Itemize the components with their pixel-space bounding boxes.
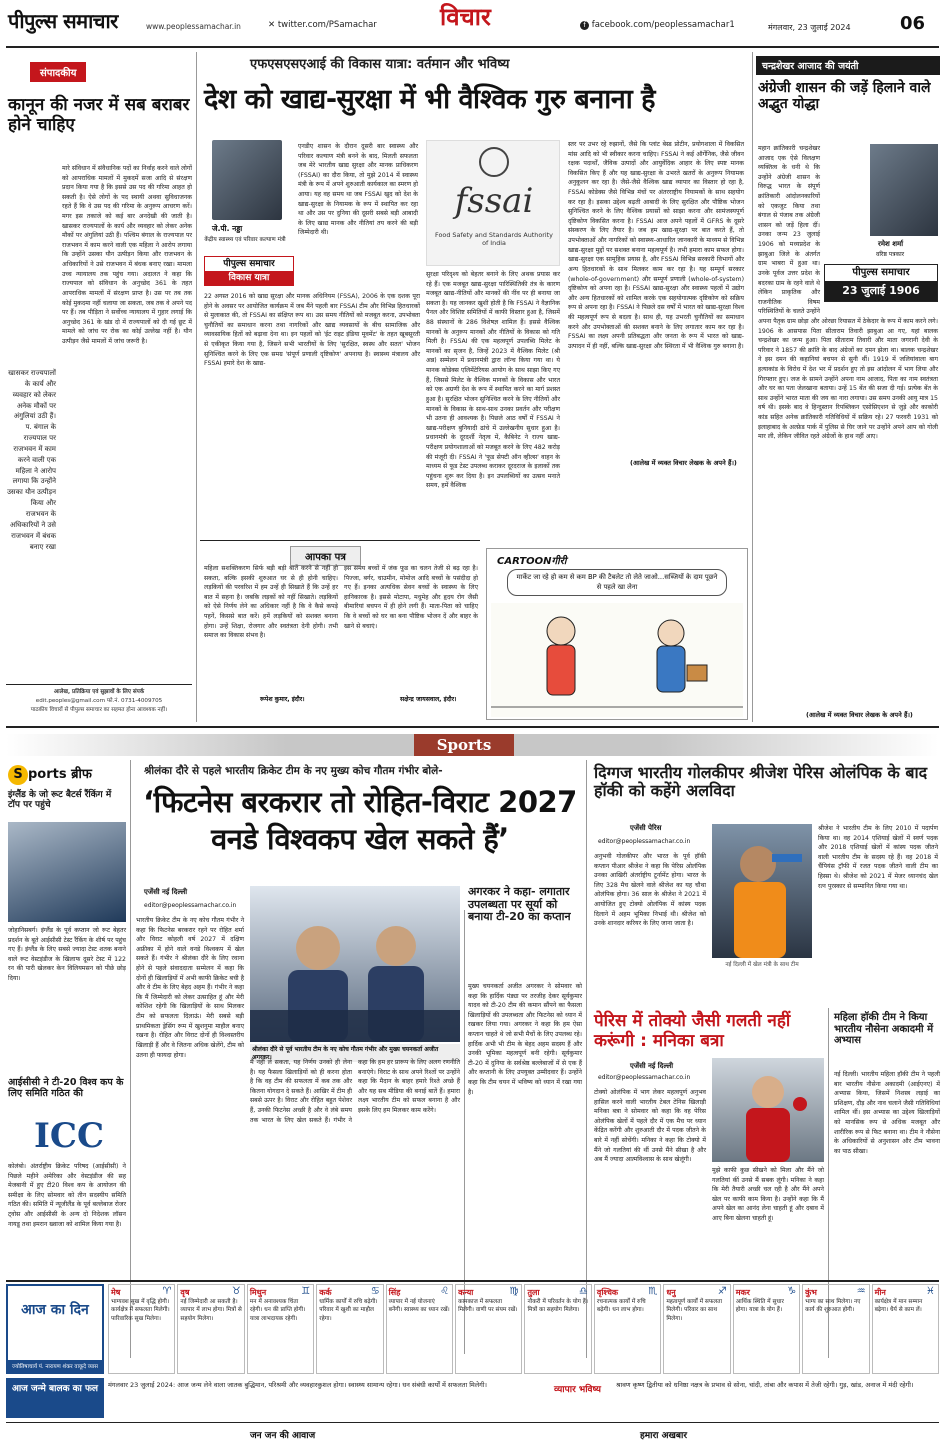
gambhir-body-2: मैं नहीं ले सकता, यह निर्णय उनको ही लेना है। यह फैसला खिलाड़ियों को ही करना होता है कि वह टीम की सफलता में कब तक और कितना योगदान दे सकते हैं। आखिर में टीम ही सबसे ऊपर है। विराट और रोहित बहुत पेशेवर हैं, उनकी फिटनेस अच्छी है और वे लंबे समय तक भारत के लिए खेल सकते हैं। गंभीर ने कहा कि हम हर प्रारूप के लिए अलग रणनीति बनाएंगे। विराट के साथ अपने रिश्तों पर उन्होंने कहा कि मैदान के बाहर हमारे रिश्ते अच्छे हैं और यह सब मीडिया की बनाई बातें हैं। हमारा लक्ष्य भारतीय टीम को सफल बनाना है और इसके लिए हम मिलकर काम करेंगे। (250, 1059, 460, 1124)
facebook-icon: f (580, 21, 589, 30)
zodiac-text: रचनात्मक कार्यों में रुचि बढ़ेगी। धन लाभ होगा। (596, 1299, 646, 1314)
zodiac-icon: ♋ (370, 1286, 380, 1297)
gambhir-caption: श्रीलंका दौरे से पूर्व भारतीय टीम के नए कोच गौतम गंभीर और मुख्य चयनकर्ता अजीत अगरकर। (250, 1044, 460, 1062)
zodiac-icon: ♏ (648, 1286, 658, 1297)
gambhir-title: ‘फिटनेस बरकरार तो रोहित-विराट 2027 वनडे विश्वकप खेल सकते हैं’ (143, 785, 577, 857)
sreejesh-photo (712, 824, 812, 958)
market-text: श्रावण कृष्ण द्वितीया को धनिष्ठा नक्षत्र के प्रभाव से सोना, चांदी, तांबा और कपास में तेजी रहेगी। गुड़, खांड, अनाज में मंदी रहेगी। (616, 1381, 914, 1389)
zodiac-cell (455, 1284, 522, 1374)
azad-author-role: वरिष्ठ पत्रकार (876, 251, 905, 258)
letter-1-author: रूपेश कुमार, इंदौर। (260, 696, 305, 703)
zodiac-text: आर्थिक स्थिति में सुधार होगा। यात्रा के योग हैं। (735, 1299, 784, 1314)
zodiac-text: कामकाज में सफलता मिलेगी। वाणी पर संयम रखें। (458, 1299, 518, 1314)
zodiac-text: मन में अनावश्यक चिंता रहेगी। धन की प्राप्ति होगी। यात्रा लाभदायक रहेगी। (249, 1299, 306, 1322)
birthday-box: आज जन्मे बालक का फल (6, 1378, 104, 1418)
zodiac-cell (177, 1284, 244, 1374)
zodiac-name: मीन (874, 1288, 886, 1297)
zodiac-name: सिंह (388, 1288, 401, 1297)
badge-logo: पीपुल्स समाचार (223, 259, 275, 269)
icc-logo: ICC (33, 1116, 105, 1156)
letter-1: महिला सशक्तिकरण सिर्फ बड़ी बड़ी बातें करने से नहीं हो सकता, बल्कि इसकी शुरुआत घर से ही होनी चाहिए। लड़कियों की परवरिश में हम उन्हें ही सिखाते हैं कि उन्हें हर बात में सहना है। जबकि लड़कों को नहीं सिखाते। लड़कियों को ऐसे निर्णय लेने का अधिकार नहीं है कि वे कैसे कपड़े पहनें, किससे बात करें। हमें लड़कियों को सशक्त बनाना होगा। उन्हें शिक्षा, रोजगार और स्वतंत्रता देनी होगी। तभी समाज का विकास संभव है। (204, 565, 338, 640)
sports-brief (6, 760, 128, 1358)
editorial-pullquote: खासकर राज्यपालों के कार्य और व्यवहार को लेकर अनेक मौकों पर अंगुलियां उठी हैं। प. बंगाल के राज्यपाल पर राजभवन में काम करने वाली एक महिला ने आरोप लगाया कि उन्होंने उसका यौन उत्पीड़न किया और राजभवन के अधिकारियों ने उसे राजभवन में बंधक बनाए रखा (7, 369, 56, 551)
zodiac-cell (594, 1284, 661, 1374)
zodiac-name: धनु (666, 1288, 676, 1297)
zodiac-text: भाग्य का साथ मिलेगा। नए कार्य की शुरुआत होगी। (805, 1299, 861, 1314)
zodiac-name: मिथुन (249, 1288, 267, 1297)
horoscope-astrologer: ज्योतिषाचार्य पं. नारायण शंकर वाकूदे व्यास (8, 1360, 102, 1372)
zodiac-name: तुला (527, 1288, 540, 1297)
facebook-link[interactable] (580, 20, 735, 30)
sports-brief-label: ports ब्रीफ (28, 767, 92, 782)
zodiac-text: व्यापार में नई योजनाएं बनेंगी। स्वास्थ्य का ध्यान रखें। (388, 1299, 450, 1314)
editorial-footer (6, 688, 192, 715)
footer-right: हमारा अखबार (640, 1431, 688, 1441)
zodiac-icon: ♍ (509, 1286, 519, 1297)
gambhir-body: भारतीय क्रिकेट टीम के नए कोच गौतम गंभीर ने कहा कि फिटनेस बरकरार रहने पर रोहित शर्मा और विराट कोहली वर्ष 2027 में दक्षिण अफ्रीका में होने वाले वनडे विश्वकप में खेल सकते हैं। गंभीर ने श्रीलंका दौरे के लिए रवाना होने से पहले संवाददाता सम्मेलन में कहा कि दोनों ही खिलाड़ियों में अभी काफी क्रिकेट बची है और वे टीम के लिए बेहद अहम हैं। गंभीर ने कहा कि मैं जिम्मेदारी को लेकर उत्साहित हूं और मेरी कोशिश रहेगी कि खिलाड़ियों के साथ मिलकर टीम को सफलता दिलाऊं। मेरी सबसे बड़ी प्राथमिकता ड्रेसिंग रूम में खुशनुमा माहौल बनाए रखना है। रोहित और विराट दोनों ही विश्वस्तरीय खिलाड़ी हैं और वे जितना अधिक खेलेंगे, टीम को उतना ही फायदा होगा। (136, 917, 244, 1059)
article-title: देश को खाद्य-सुरक्षा में भी वैश्विक गुरु बनाना है (204, 84, 655, 115)
author-note: (आलेख में व्यक्त विचार लेखक के अपने हैं।) (630, 459, 737, 467)
gambhir-photo (250, 886, 460, 1042)
twitter-link[interactable] (268, 20, 377, 30)
letter-2-author: सक्षेन्द्र जायसवाल, इंदौर। (400, 696, 457, 703)
brief2-body: कोलंबो। अंतर्राष्ट्रीय क्रिकेट परिषद (आईसीसी) ने पिछले महीने अमेरिका और वेस्टइंडीज की सह मेजबानी में हुए टी20 विश्व कप के आयोजन की समीक्षा के लिए सोमवार को तीन सदस्यीय समिति गठित की। समिति में न्यूजीलैंड के पूर्व बल्लेबाज रोजर ट्वोस और आईसीसी के अन्य दो निदेशक लॉसन नायडू तथा इमरान ख्वाजा को शामिल किया गया है। (8, 1163, 126, 1228)
date-badge-label: 23 जुलाई 1906 (825, 281, 937, 301)
sreejesh-byline: एजेंसी पेरिस (630, 824, 662, 832)
main-article (200, 52, 748, 552)
zodiac-text: नई जिम्मेदारी आ सकती है। व्यापार में लाभ होगा। मित्रों से सहयोग मिलेगा। (180, 1299, 242, 1322)
emblem-icon (479, 147, 509, 177)
manika-body: टोक्यो ओलंपिक में भाग लेकर महत्वपूर्ण अनुभव हासिल करने वाली भारतीय टेबल टेनिस खिलाड़ी मनिका बत्रा ने सोमवार को कहा कि वह पेरिस ओलंपिक खेलों में पहले दौर में एक मैच पर ध्यान केंद्रित करेंगी और शुरुआती दौर में पदक जीतने के बारे में नहीं सोचेंगी। मनिका ने कहा कि टोक्यो में मैंने जो गलतियां की थीं उनसे मैंने सीखा है और अब मैं ज्यादा आत्मविश्वास के साथ खेलूंगी। (594, 1089, 706, 1164)
x-icon: ✕ (268, 20, 276, 30)
section-title: विचार (440, 3, 491, 31)
zodiac-cell (247, 1284, 314, 1374)
horoscope (6, 1284, 939, 1418)
cartoon-label: CARTOONगीरी (497, 556, 567, 567)
zodiac-cell (386, 1284, 453, 1374)
sports-banner (6, 734, 939, 756)
zodiac-icon: ♓ (926, 1286, 935, 1297)
footer-left: जन जन की आवाज (250, 1431, 316, 1441)
zodiac-name: मेष (111, 1288, 121, 1297)
author-role: केंद्रीय स्वास्थ्य एवं परिवार कल्याण मंत्री (204, 237, 286, 243)
zodiac-name: कुंभ (805, 1288, 817, 1297)
zodiac-name: कन्या (458, 1288, 474, 1297)
manika-body-2: मुझे काफी कुछ सीखने को मिला और मैंने जो गलतियां कीं उनसे मैं सबक लूंगी। मनिका ने कहा कि मेरी तैयारी अच्छी चल रही है और मैंने अपने खेल पर काफी काम किया है। उन्होंने कहा कि मैं अपने खेल का आनंद लेना चाहती हूं और दबाव में आए बिना खेलना चाहती हूं। (712, 1167, 824, 1223)
zodiac-icon: ♐ (717, 1286, 727, 1297)
fssai-wordmark: fssai (454, 181, 534, 221)
zodiac-cell (316, 1284, 383, 1374)
agarkar-body: मुख्य चयनकर्ता अजीत अगरकर ने सोमवार को कहा कि हार्दिक पंड्या पर तरजीह देकर सूर्यकुमार यादव को टी-20 टीम की कमान सौंपने का फैसला खिलाड़ियों की उपलब्धता और फिटनेस को ध्यान में रखकर लिया गया। अगरकर ने कहा कि हम ऐसा कप्तान चाहते थे जो सभी मैचों के लिए उपलब्ध रहे। हार्दिक अभी भी टीम के बेहद अहम सदस्य हैं और उनकी भूमिका महत्वपूर्ण बनी रहेगी। सूर्यकुमार टी-20 में दुनिया के सर्वश्रेष्ठ बल्लेबाजों में से एक हैं और कप्तानी के लिए उपयुक्त उम्मीदवार हैं। उन्होंने कहा कि टीम चयन में भविष्य को ध्यान में रखा गया है। (468, 983, 582, 1096)
horoscope-title: आज का दिन (21, 1302, 89, 1318)
date-badge-logo: पीपुल्स समाचार (852, 267, 910, 278)
zodiac-icon: ♊ (301, 1286, 311, 1297)
azad-article (756, 52, 940, 722)
editorial-title: कानून की नजर में सब बराबर होने चाहिए (8, 95, 190, 135)
article-col2: सुरक्षा परिदृश्य को बेहतर बनाने के लिए अथक प्रयास कर रहे हैं। एक मजबूत खाद्य-सुरक्षा पारिस्थितिकी तंत्र के कारण मजबूत खाद्य-नीतियों और मानकों की नींव पर ही बनाया जा सकता है। यह जानकर खुशी होती है कि FSSAI ने वैज्ञानिक पैनल और विशिष्ट समितियों में काफी विस्तार हुआ है, जिसमें 88 संस्थानों के 286 विशेषज्ञ शामिल हैं। इससे वैश्विक मानकों के अनुरूप मानकों और नीतियों के विकास को गति मिली है। FSSAI की एक महत्वपूर्ण उपलब्धि मिलेट के मानकों का सृजन है, जिन्हें 2023 में वैश्विक मिलेट (श्री अन्न) सम्मेलन में प्रधानमंत्री द्वारा लॉन्च किया गया था। ये मानक कोडेक्स एलिमेंटेरियस आयोग के साथ साझा किए गए हैं, जिससे मिलेट के वैश्विक मानकों के विकास और भारत को एक अग्रणी देश के रूप में स्थापित करने का मार्ग प्रशस्त हुआ है। सुरक्षित भोजन सुनिश्चित करने के लिए नीतियों और मानकों के विकास के साथ-साथ उनका प्रवर्तन और परीक्षण भी उतना ही आवश्यक है। पिछले आठ वर्षों में FSSAI ने खाद्य-परीक्षण बुनियादी ढांचे में उल्लेखनीय सुधार हुआ है। प्रधानमंत्री के दूरदर्शी नेतृत्व में, कैबिनेट ने राज्य खाद्य-परीक्षण प्रयोगशालाओं को मजबूत करने के लिए 482 करोड़ की मंजूरी दी। FSSAI ने 'फूड सेफ्टी ऑन व्हील्स' वाहन के माध्यम से फूड टेस्ट उपलब्ध कराकर दूरदराज के इलाकों तक पहुंचना शुरू कर दिया है। इन उपलब्धियों का उत्सव मनाते समय, हमें वैश्विक (426, 271, 560, 490)
editorial-label: संपादकीय (30, 62, 86, 82)
zodiac-text: धार्मिक कार्यों में रुचि बढ़ेगी। परिवार में खुशी का माहौल रहेगा। (319, 1299, 378, 1322)
zodiac-name: मकर (735, 1288, 750, 1297)
sreejesh-email[interactable]: editor@peoplessamachar.co.in (598, 838, 691, 845)
agarkar-kicker: अगरकर ने कहा- लगातार उपलब्धता पर सूर्या को बनाया टी-20 का कप्तान (468, 885, 571, 924)
footer-contact[interactable]: edit.peoples@gmail.com फो.नं. 0731-4009705 (35, 697, 163, 704)
sreejesh-title: दिग्गज भारतीय गोलकीपर श्रीजेश पेरिस ओलंपिक के बाद हॉकी को कहेंगे अलविदा (594, 763, 928, 801)
letter-2: इस समय बच्चों में जंक फूड का चलन तेजी से बढ़ रहा है। पिज्जा, बर्गर, चाउमीन, मोमोज आदि बच्चों के पसंदीदा हो गए हैं। इनका अत्यधिक सेवन बच्चों के स्वास्थ्य के लिए हानिकारक है। इससे मोटापा, मधुमेह और हृदय रोग जैसी बीमारियां बचपन में ही होने लगी हैं। माता-पिता को चाहिए कि वे बच्चों को घर का बना पौष्टिक भोजन दें और बाहर के खाने से बचाएं। (344, 565, 478, 630)
cartoon (486, 548, 748, 720)
gambhir-kicker: श्रीलंका दौरे से पहले भारतीय क्रिकेट टीम के नए मुख्य कोच गौतम गंभीर बोले- (144, 765, 443, 777)
sports-banner-label: Sports (414, 734, 514, 756)
azad-title: अंग्रेजी शासन की जड़ें हिलाने वाले अद्भुत योद्धा (758, 80, 931, 113)
brief1-photo (8, 822, 126, 922)
manika-byline: एजेंसी नई दिल्ली (630, 1062, 674, 1070)
zodiac-icon: ♑ (787, 1286, 797, 1297)
zodiac-cell (733, 1284, 800, 1374)
gambhir-story (134, 760, 584, 1358)
fssai-subtitle: Food Safety and Standards Authority of India (435, 231, 553, 248)
series-badge (204, 256, 294, 286)
brief1-body: जोहानिसबर्ग। इंग्लैंड के पूर्व कप्तान जो रूट बेहतर प्रदर्शन के बूते आईसीसी टेस्ट रैंकिंग के शीर्ष पर पहुंच गए हैं। इंग्लैंड के लिए सबसे ज्यादा टेस्ट शतक बनाने वाले रूट वेस्टइंडीज के खिलाफ दूसरे टेस्ट में 122 रन की पारी खेलकर केन विलियमसन को पीछे छोड़ दिया। (8, 927, 126, 983)
footer-note: पाठकीय विचारों से पीपुल्स समाचार का सहमत होना आवश्यक नहीं। (30, 706, 168, 713)
sreejesh-body: अनुभवी गोलकीपर और भारत के पूर्व हॉकी कप्तान पीआर श्रीजेश ने कहा कि पेरिस ओलंपिक उनका आखिरी अंतर्राष्ट्रीय टूर्नामेंट होगा। भारत के लिए 328 मैच खेलने वाले श्रीजेश का यह चौथा ओलंपिक होगा। 36 साल के श्रीजेश ने 2021 में आयोजित हुए टोक्यो ओलंपिक में कांस्य पदक दिलाने में अहम भूमिका निभाई थी। श्रीजेश को उनके शानदार करियर के लिए जाना जाता है। (594, 853, 706, 928)
zodiac-cell (524, 1284, 591, 1374)
zodiac-text: कार्यक्षेत्र में मान सम्मान बढ़ेगा। धैर्य से काम लें। (874, 1299, 923, 1314)
women-hockey-title: महिला हॉकी टीम ने किया भारतीय नौसेना अकादमी में अभ्यास (834, 1012, 934, 1046)
birthday-text: मंगलवार 23 जुलाई 2024: आज जन्म लेने वाला जातक बुद्धिमान, परिश्रमी और व्यवहारकुशल होगा। स्वास्थ्य सामान्य रहेगा। धन संबंधी कार्यों में सफलता मिलेगी। (108, 1381, 487, 1389)
zodiac-icon: ♎ (578, 1286, 588, 1297)
azad-label: चन्द्रशेखर आजाद की जयंती (756, 56, 940, 75)
gambhir-byline: एजेंसी नई दिल्ली (144, 888, 188, 896)
cartoon-drawing (491, 603, 743, 717)
page-number: 06 (900, 13, 926, 34)
zodiac-text: महत्वपूर्ण कार्यों में सफलता मिलेगी। परिवार का साथ मिलेगा। (666, 1299, 723, 1322)
zodiac-icon: ♒ (856, 1286, 866, 1297)
zodiac-text: नौकरी में परिवर्तन के योग हैं। मित्रों का सहयोग मिलेगा। (527, 1299, 588, 1314)
zodiac-cell (663, 1284, 730, 1374)
azad-body: महान क्रांतिकारी चन्द्रशेखर आजाद एक ऐसे विलक्षण व्यक्तित्व के धनी थे कि उन्होंने अंग्रेजी शासन के विरुद्ध भारत के संपूर्ण क्रांतिकारी आंदोलनकारियों को एकजुट किया तथा बंगाल से पंजाब तक अंग्रेजी शासन को जड़ें हिला दीं। उनका जन्म 23 जुलाई 1906 को मध्यप्रदेश के झाबुआ जिले के अंतर्गत ग्राम भाबरा में हुआ था। उनके पूर्वज उत्तर प्रदेश के बदरका ग्राम के रहने वाले थे लेकिन प्राकृतिक और राजनीतिक विषम परिस्थितियों के चलते उन्होंने अपना पैतृक ग्राम छोड़ा और ओरछा रियासत में ठेकेदार के रूप में काम करने लगे। 1906 के आसपास पिता सीताराम तिवारी झाबुआ आ गए, यहां बालक चन्द्रशेखर का जन्म हुआ। पिता सीताराम तिवारी और माता जगरानी देवी के परिवार ने 1857 की क्रांति के बाद अंग्रेजों का दमन झेला था। बालक चन्द्रशेखर ने इस दमन की कहानियां बचपन से सुनी थीं। 1919 में जलियांवाला बाग हत्याकांड के विरोध में देश भर में प्रदर्शन हुए तो इस आंदोलन में भाग लिया और गिरफ्तार हुए। जज के सामने उन्होंने अपना नाम आजाद, पिता का नाम स्वतंत्रता और घर का पता जेलखाना बताया। उन्हें 15 बेंत की सजा दी गई। प्रत्येक बेंत के साथ उन्होंने भारत माता की जय का नारा लगाया। उस समय उनकी आयु मात्र 15 वर्ष थी। इसके बाद वे हिन्दुस्तान रिपब्लिकन एसोसिएशन से जुड़े और काकोरी कांड सहित अनेक क्रांतिकारी गतिविधियों में सक्रिय रहे। 27 फरवरी 1931 को इलाहाबाद के अल्फ्रेड पार्क में पुलिस से घिर जाने पर उन्होंने अपने आप को गोली मार ली, लेकिन जीवित रहते अंग्रेजों के हाथ नहीं आए। (758, 145, 938, 441)
manika-email[interactable]: editor@peoplessamachar.co.in (598, 1074, 691, 1081)
zodiac-icon: ♌ (440, 1286, 450, 1297)
zodiac-icon: ♈ (162, 1286, 172, 1297)
sports-brief-header (8, 764, 92, 785)
article-col3: स्तर पर उभर रहे रुझानों, जैसे कि प्लांट बेस्ड प्रोटीन, प्रयोगशाला में विकसित मांस आदि को भी स्वीकार करना चाहिए। FSSAI ने कई ऑर्गेनिक, जैसे जीवन रक्षक पदार्थों, जैविक उत्पादों और आयुर्वेदिक आहार के लिए स्पष्ट मानक विकसित किए हैं और यह खाद्य-सुरक्षा के उभरते खतरों के अनुरूप नियामक अनुकूलन कर रहा है। जैसे-जैसे वैश्विक खाद्य व्यापार का विस्तार हो रहा है, FSSAI कोडेक्स जैसे विभिन्न मंचों पर अंतरराष्ट्रीय नियामकों के साथ सहयोग कर रहा है। इसका उद्देश्य बढ़ती आबादी के लिए सुरक्षित और पौष्टिक भोजन सुनिश्चित करने के लिए वैश्विक प्रयासों को साझा करना और सामंजस्यपूर्ण दृष्टिकोण विकसित करना है। FSSAI आज अपने पहलों में GFRS के दूसरे संस्करण के लिए तैयार है। जब हम खाद्य-सुरक्षा पर बात करते हैं, तो उपभोक्ताओं और नागरिकों को स्वास्थ्य-आधारित जानकारी के माध्यम से विभिन्न खाद्य-सुरक्षा मुद्दों पर सशक्त बनाना महत्वपूर्ण है। तभी हमारा काम सफल होगा। खाद्य-सुरक्षा एक सामूहिक प्रयास है, और FSSAI विभिन्न सरकारी विभागों और अन्य हितधारकों के साथ मिलकर काम कर रहा है। यह सम्पूर्ण सरकार (whole-of-government) और सम्पूर्ण प्रणाली (whole-of-system) दृष्टिकोण को अपना रहा है। FSSAI खाद्य-सुरक्षा और स्वास्थ्य पहलों में उद्योग और अन्य हितधारकों को शामिल करके एक सहयोगात्मक दृष्टिकोण को सक्रिय रूप से अपना रहा है। FSSAI ने पिछले दस वर्षों में भारत को खाद्य-सुरक्षा विश्व की महत्वपूर्ण रूप से बदला है। साथ ही, यह उभरती चुनौतियों का समाधान करने और उपभोक्ताओं की सशक्त बनाने के लिए लगातार काम कर रहा है। FSSAI का लक्ष्य अपनी प्रतिबद्धता और जनता के रूप में भारत को खाद्य-उत्पादन में ही नहीं, बल्कि खाद्य-सुरक्षा और स्थिरता में भी वैश्विक गुरु बनाना है। (568, 141, 744, 350)
article-col1-top: एनडीए शासन के दौरान दूसरी बार स्वास्थ्य और परिवार कल्याण मंत्री बनने के बाद, मिलती सफलता जब मेरे भारतीय खाद्य सुरक्षा और मानक प्राधिकरण (FSSAI) का दौरा किया, तो मुझे 2014 में स्वास्थ्य मंत्री के रूप में अपने शुरुआती कार्यकाल का स्मरण हो आया। यह वह समय था जब FSSAI खुद को देश के खाद्य-सुरक्षा के नियामक के रूप में स्थापित कर रहा था और उस पर दुनिया की दूसरी सबसे बड़ी आबादी के लिए खाद्य मानक और नीतियां तय करने की बड़ी जिम्मेदारी थी। (298, 143, 418, 237)
gambhir-email[interactable]: editor@peoplessamachar.co.in (144, 902, 237, 909)
article-kicker: एफएसएसएआई की विकास यात्रा: वर्तमान और भविष्य (250, 57, 510, 72)
fssai-logo (426, 140, 560, 266)
brief2-title: आईसीसी ने टी-20 विश्व कप के लिए समिति गठित की (8, 1077, 124, 1099)
article-col1-bottom: 22 अगस्त 2016 को खाद्य सुरक्षा और मानक अधिनियम (FSSA), 2006 के एक दशक पूरा होने के अवसर पर आयोजित कार्यक्रम में जब मैंने पहली बार FSSAI टीम और विभिन्न हितधारकों से मुलाकात की, तो FSSAI का संक्षिप्त रूप था। उस समय नीतियों को मजबूत करना, उपभोक्ता चुनौतियों का समाधान करना तथा नागरिकों और खाद्य व्यवसायों के बीच सामाजिक और व्यावसायिक हितों को बढ़ावा देना था। इन पहलों को 'ईट राइट इंडिया मूवमेंट' के तहत खूबसूरती से एकीकृत किया गया है, जिसने सभी भारतीयों के लिए 'सुरक्षित, स्वस्थ और सतत' भोजन सुनिश्चित करने के लिए एक समग्र 'संपूर्ण प्रणाली दृष्टिकोण' अपनाया है। स्वास्थ्य मंत्रालय और FSSAI हमारे देश के खाद्य- (204, 293, 420, 368)
horoscope-box (6, 1284, 104, 1374)
author-photo (212, 140, 282, 220)
zodiac-name: वृष (180, 1288, 190, 1297)
sreejesh-body-2: श्रीजेश ने भारतीय टीम के लिए 2010 में पदार्पण किया था। वह 2014 एशियाई खेलों में स्वर्ण पदक और 2018 एशियाई खेलों में कांस्य पदक जीतने वाली भारतीय टीम के सदस्य रहे हैं। वह 2018 में चैंपियंस ट्रॉफी में रजत पदक जीतने वाली टीम का हिस्सा थे। श्रीजेश को 2021 में मेजर ध्यानचंद खेल रत्न पुरस्कार से सम्मानित किया गया था। (818, 825, 938, 890)
author-name: जे.पी. नड्डा (212, 224, 243, 233)
brief1-title: इंग्लैंड के जो रूट बैटर्स रैंकिंग में टॉप पर पहुंचे (8, 790, 112, 811)
manika-photo (712, 1058, 824, 1162)
issue-date: मंगलवार, 23 जुलाई 2024 (768, 23, 851, 32)
zodiac-cell (108, 1284, 175, 1374)
editorial-body: मारे संविधान में संवैधानिक पदों का निर्वाह करने वाले लोगों को आपराधिक मामलों में मुकदमें सजा आदि से संरक्षण प्रदान किया गया है कि इससे उस पद की गरिमा आहत हो सकती है। ऐसे लोगों के पद स्थायी अथवा सुविधाजनक रहते हैं कि वे उस पद की गरिमा के अनुरूप आचरण करें। मगर इस तकाजे को कई बार अनदेखी की जाती है। खासकर राज्यपालों के कार्य और व्यवहार को लेकर अनेक मौकों पर अंगुलियां उठी हैं। पश्चिम बंगाल के राज्यपाल पर राजभवन में काम करने वाली एक महिला ने आरोप लगाया कि उन्होंने उसका यौन उत्पीड़न किया और राजभवन के अधिकारियों ने उसे राजभवन में बंधक बनाए रखा। मामला उच्च न्यायालय तक पहुंच गया। अदालत ने कहा कि राज्यपाल को संविधान के अनुच्छेद 361 के तहत आपराधिक मामलों में संरक्षण प्राप्त है। उस पर तब तक कोई मुकदमा नहीं चलाया जा सकता, जब तक वे अपने पद पर हैं। तब पीड़िता ने सर्वोच्च न्यायालय में गुहार लगाई कि अनुच्छेद 361 के खंड दो में राज्यपालों को दी गई छूट में मामले को जांच पर रोक का कोई उल्लेख नहीं है। यौन उत्पीड़न जैसे मामलों में जांच जरूरी है। (62, 165, 192, 345)
zodiac-text: भाग्यवश सुख में वृद्धि होगी। कार्यक्षेत्र में सफलता मिलेगी। पारिवारिक सुख मिलेगा। (111, 1299, 170, 1322)
logo: पीपुल्स समाचार (8, 9, 118, 33)
facebook-handle: facebook.com/peoplessamachar1 (591, 20, 735, 30)
zodiac-name: कर्क (319, 1288, 332, 1297)
masthead (0, 0, 945, 50)
footer-label: आलेख, प्रतिक्रिया एवं सुझावों के लिए संपर्क (53, 689, 145, 695)
sports-s-glyph: S (8, 765, 28, 785)
letters (200, 542, 482, 722)
zodiac-icon: ♉ (231, 1286, 241, 1297)
sreejesh-caption: नई दिल्ली में खेल मंत्री के साथ टीम (725, 962, 799, 968)
market-title: व्यापार भविष्य (554, 1385, 601, 1395)
website-link[interactable]: www.peoplessamachar.in (146, 22, 241, 31)
zodiac-cell (802, 1284, 869, 1374)
letters-label: आपका पत्र (290, 546, 361, 566)
editorial (6, 52, 192, 722)
women-hockey-body: नई दिल्ली। भारतीय महिला हॉकी टीम ने पहली बार भारतीय नौसेना अकादमी (आईएनए) में अभ्यास किया, जिसमें निशस्त्र लड़ाई का प्रशिक्षण, दौड़ और नाव चलाने जैसी गतिविधियां शामिल थीं। इस अभ्यास का उद्देश्य खिलाड़ियों को मानसिक रूप से अधिक मजबूत और शारीरिक रूप से फिट बनाना था। टीम ने नौसेना के अधिकारियों से अनुशासन और टीम भावना का पाठ सीखा। (834, 1071, 940, 1155)
azad-author-name: रमेश शर्मा (878, 240, 904, 248)
azad-author-note: (आलेख में व्यक्त विचार लेखक के अपने हैं।) (806, 711, 913, 719)
cartoon-caption: मार्केट जा रहे हो कम से कम BP की टैबलेट तो लेते जाओ...सब्जियों के दाम पूछने से पहले खा लेना (507, 569, 727, 596)
badge-label: विकास यात्रा (205, 271, 293, 285)
zodiac-cell (872, 1284, 939, 1374)
manika-title: पेरिस में तोक्यो जैसी गलती नहीं करूंगी : मनिका बत्रा (594, 1011, 791, 1051)
twitter-handle: twitter.com/PSamachar (277, 20, 377, 30)
zodiac-grid (108, 1284, 939, 1374)
zodiac-name: वृश्चिक (596, 1288, 619, 1297)
